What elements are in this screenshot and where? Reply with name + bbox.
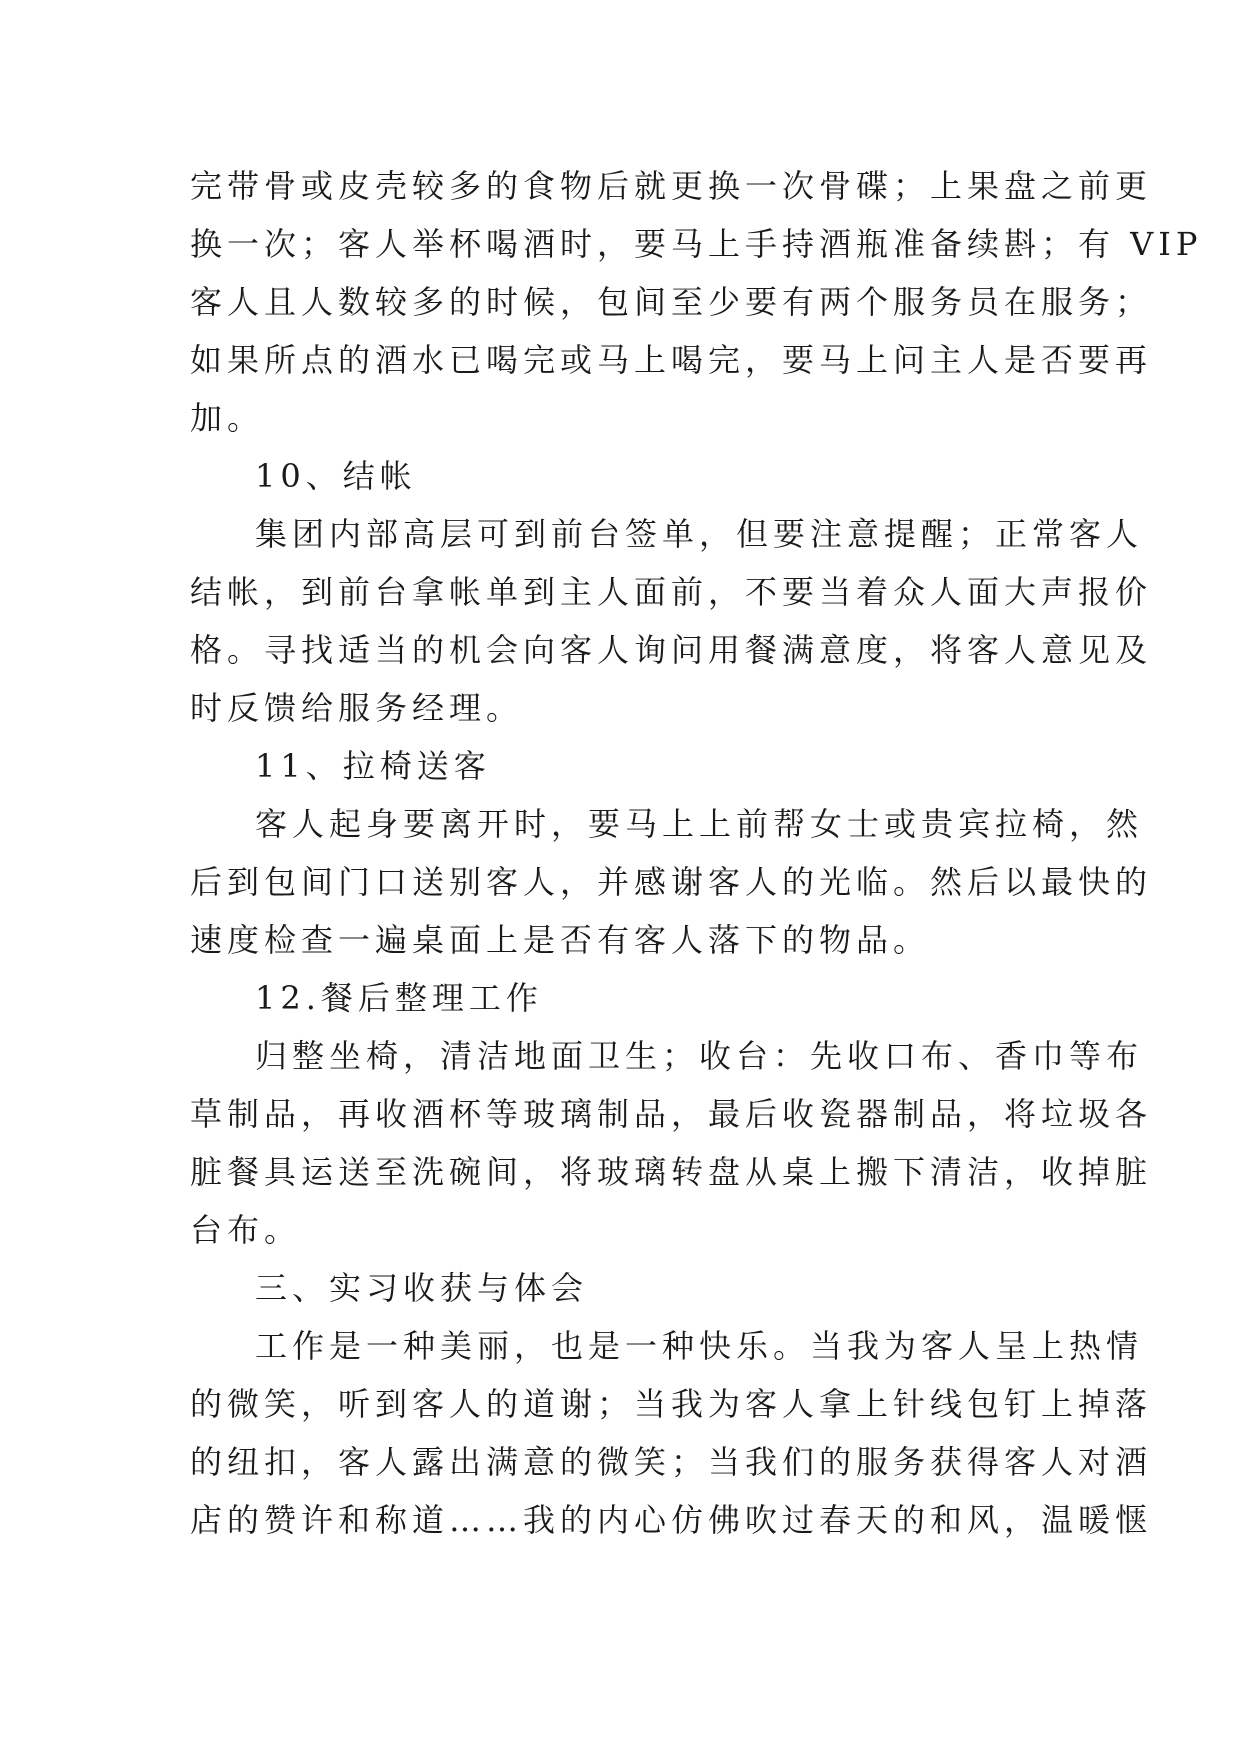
- text-line: 客人起身要离开时，要马上上前帮女士或贵宾拉椅，然: [255, 805, 1144, 843]
- text-line: 归整坐椅，清洁地面卫生；收台：先收口布、香巾等布: [255, 1037, 1144, 1075]
- text-line: 的纽扣，客人露出满意的微笑；当我们的服务获得客人对酒: [190, 1443, 1153, 1481]
- section-heading: 11、拉椅送客: [255, 747, 491, 785]
- text-line: 如果所点的酒水已喝完或马上喝完，要马上问主人是否要再: [190, 341, 1153, 379]
- text-line: 换一次；客人举杯喝酒时，要马上手持酒瓶准备续斟；有 VIP: [190, 225, 1203, 263]
- text-line: 客人且人数较多的时候，包间至少要有两个服务员在服务；: [190, 283, 1153, 321]
- text-line: 的微笑，听到客人的道谢；当我为客人拿上针线包钉上掉落: [190, 1385, 1153, 1423]
- section-heading: 12.餐后整理工作: [255, 979, 543, 1017]
- text-line: 后到包间门口送别客人，并感谢客人的光临。然后以最快的: [190, 863, 1153, 901]
- text-line: 脏餐具运送至洗碗间，将玻璃转盘从桌上搬下清洁，收掉脏: [190, 1153, 1153, 1191]
- section-heading: 10、结帐: [255, 457, 417, 495]
- text-line: 时反馈给服务经理。: [190, 689, 524, 727]
- text-line: 完带骨或皮壳较多的食物后就更换一次骨碟；上果盘之前更: [190, 167, 1153, 205]
- section-heading: 三、实习收获与体会: [255, 1269, 589, 1307]
- text-line: 店的赞许和称道……我的内心仿佛吹过春天的和风，温暖惬: [190, 1501, 1153, 1539]
- text-line: 草制品，再收酒杯等玻璃制品，最后收瓷器制品，将垃圾各: [190, 1095, 1153, 1133]
- text-line: 结帐，到前台拿帐单到主人面前，不要当着众人面大声报价: [190, 573, 1153, 611]
- text-line: 集团内部高层可到前台签单，但要注意提醒；正常客人: [255, 515, 1144, 553]
- text-line: 加。: [190, 399, 265, 437]
- text-line: 格。寻找适当的机会向客人询问用餐满意度，将客人意见及: [190, 631, 1153, 669]
- text-line: 工作是一种美丽，也是一种快乐。当我为客人呈上热情: [255, 1327, 1144, 1365]
- text-line: 速度检查一遍桌面上是否有客人落下的物品。: [190, 921, 931, 959]
- text-line: 台布。: [190, 1211, 302, 1249]
